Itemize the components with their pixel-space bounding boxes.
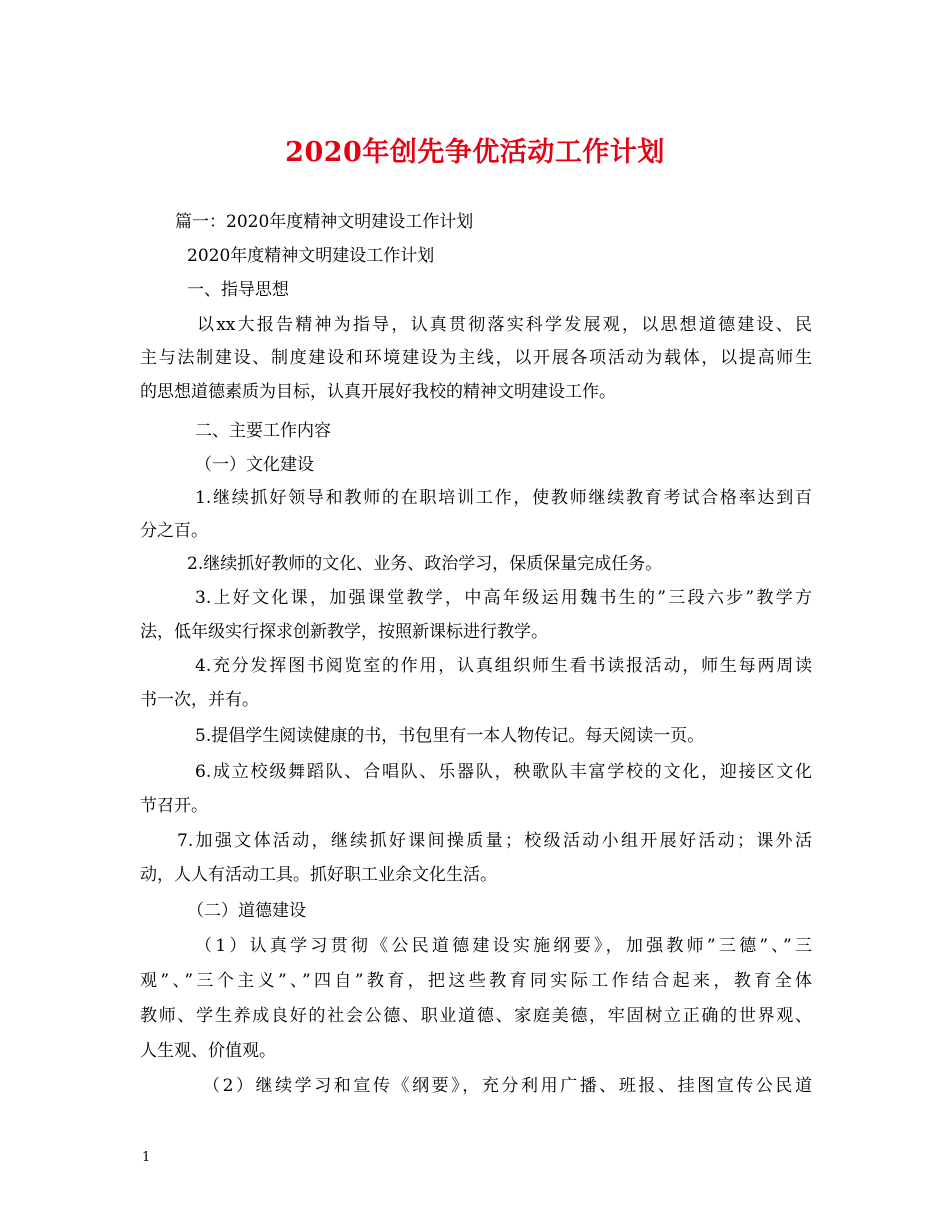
text-line: 教师、学生养成良好的社会公德、职业道德、家庭美德，牢固树立正确的世界观、 bbox=[140, 1006, 812, 1026]
text-line: （2）继续学习和宣传《纲要》，充分利用广播、班报、挂图宣传公民道 bbox=[203, 1076, 812, 1096]
text-line: 书一次，并有。 bbox=[140, 690, 259, 710]
section-heading: 二、主要工作内容 bbox=[195, 421, 331, 441]
text-line: 分之百。 bbox=[140, 521, 208, 541]
text-line: 以xx大报告精神为指导，认真贯彻落实科学发展观，以思想道德建设、民 bbox=[197, 315, 812, 335]
text-line: 一、指导思想 bbox=[187, 280, 289, 300]
document-title: 2020年创先争优活动工作计划 bbox=[285, 137, 665, 168]
text-line: 观”、”三个主义”、”四自”教育，把这些教育同实际工作结合起来，教育全体 bbox=[140, 971, 812, 991]
text-line: 人生观、价值观。 bbox=[140, 1041, 276, 1061]
text-line: （1）认真学习贯彻《公民道德建设实施纲要》，加强教师”三德”、”三 bbox=[195, 936, 812, 956]
subsection-heading: （二）道德建设 bbox=[187, 901, 306, 921]
text-line: 的思想道德素质为目标，认真开展好我校的精神文明建设工作。 bbox=[140, 382, 616, 402]
text-line: 主与法制建设、制度建设和环境建设为主线，以开展各项活动为载体，以提高师生 bbox=[140, 348, 812, 368]
text-line: 1.继续抓好领导和教师的在职培训工作，使教师继续教育考试合格率达到百 bbox=[195, 488, 812, 508]
subsection-heading: （一）文化建设 bbox=[195, 455, 314, 475]
text-line: 5.提倡学生阅读健康的书，书包里有一本人物传记。每天阅读一页。 bbox=[195, 726, 705, 746]
text-line: 2020年度精神文明建设工作计划 bbox=[187, 246, 435, 266]
text-line: 法，低年级实行探求创新教学，按照新课标进行教学。 bbox=[140, 622, 548, 642]
text-line: 节召开。 bbox=[140, 796, 208, 816]
text-line: 4.充分发挥图书阅览室的作用，认真组织师生看书读报活动，师生每两周读 bbox=[195, 656, 812, 676]
text-line: 6.成立校级舞蹈队、合唱队、乐器队，秧歌队丰富学校的文化，迎接区文化 bbox=[195, 762, 812, 782]
text-line: 2.继续抓好教师的文化、业务、政治学习，保质保量完成任务。 bbox=[187, 554, 663, 574]
page-number: 1 bbox=[142, 1150, 151, 1165]
text-line: 篇一：2020年度精神文明建设工作计划 bbox=[175, 212, 474, 232]
text-line: 7.加强文体活动，继续抓好课间操质量；校级活动小组开展好活动；课外活 bbox=[177, 831, 812, 851]
text-line: 3.上好文化课，加强课堂教学，中高年级运用魏书生的”三段六步”教学方 bbox=[195, 588, 812, 608]
text-line: 动，人人有活动工具。抓好职工业余文化生活。 bbox=[140, 865, 497, 885]
